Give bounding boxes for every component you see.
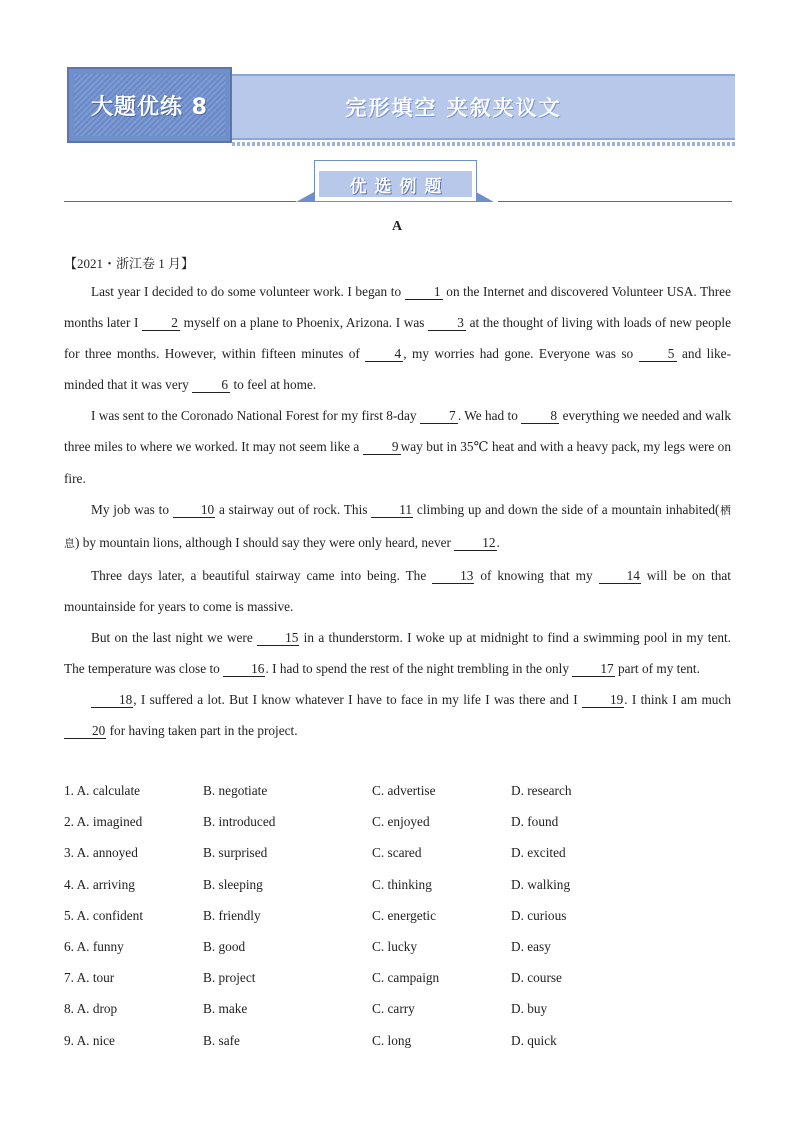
option-row (64, 775, 731, 806)
option-b[interactable]: B. sleeping (203, 876, 263, 892)
option-a[interactable]: 4. A. arriving (64, 876, 135, 892)
option-d[interactable]: D. walking (511, 876, 571, 892)
blank[interactable]: 2 (142, 315, 180, 331)
blank[interactable]: 15 (257, 630, 299, 646)
option-c[interactable]: C. energetic (372, 907, 436, 923)
option-row (64, 1025, 731, 1056)
option-row (64, 993, 731, 1024)
option-b[interactable]: B. safe (203, 1032, 240, 1048)
section-badge (296, 160, 498, 202)
option-b[interactable]: B. friendly (203, 907, 261, 923)
exam-source: 【2021・浙江卷 1 月】 (64, 256, 195, 271)
option-a[interactable]: 8. A. drop (64, 1001, 118, 1017)
paragraph-1: Last year I decided to do some volunteer work. I began to 1 on the Internet and discovered Volunteer USA. Three months later I 2 myself on a plane to Phoenix, Arizona. I was 3 at the thought of living with loads of new people for three months. However, within fifteen minutes of 4 , my worries had gone. Everyone was so 5 and like-minded that it was very 6 to feel at home. (64, 284, 732, 393)
option-d[interactable]: D. research (511, 783, 572, 798)
blank[interactable]: 19 (582, 692, 624, 708)
paragraph-3: My job was to 10 a stairway out of rock. This 11 climbing up and down the side of a mountain inhabited(栖息) by mountain lions, although I should say they were only heard, never 12. (64, 501, 731, 550)
option-b[interactable]: B. negotiate (203, 783, 268, 798)
option-d[interactable]: D. easy (511, 938, 551, 954)
blank[interactable]: 20 (64, 723, 106, 739)
option-c[interactable]: C. long (372, 1032, 412, 1048)
chinese-gloss: 栖息 (64, 504, 731, 550)
blank[interactable]: 14 (599, 568, 641, 584)
option-c[interactable]: C. lucky (372, 938, 418, 954)
blank[interactable]: 9 (363, 439, 401, 455)
option-a[interactable]: 1. A. calculate (64, 783, 141, 798)
option-a[interactable]: 2. A. imagined (64, 814, 143, 830)
blank[interactable]: 10 (173, 502, 215, 518)
option-d[interactable]: D. found (511, 814, 559, 830)
blank[interactable]: 11 (371, 502, 413, 518)
blank[interactable]: 17 (572, 661, 614, 677)
blank[interactable]: 6 (192, 377, 230, 393)
option-row (64, 869, 731, 900)
option-b[interactable]: B. make (203, 1001, 248, 1017)
option-b[interactable]: B. surprised (203, 845, 268, 861)
answer-options (64, 775, 731, 1056)
blank[interactable]: 8 (521, 408, 559, 424)
option-b[interactable]: B. good (203, 938, 246, 954)
part-title: A (391, 219, 403, 234)
header-banner (67, 67, 735, 143)
blank[interactable]: 13 (432, 568, 474, 584)
divider-left (64, 201, 296, 202)
option-c[interactable]: C. campaign (372, 970, 440, 986)
blank[interactable]: 7 (420, 408, 458, 424)
option-d[interactable]: D. excited (511, 845, 566, 861)
paragraph-2: I was sent to the Coronado National Forest for my first 8-day 7 . We had to 8 everything we needed and walk three miles to where we worked. It may not seem like a 9 way but in 35℃ heat and with a heavy pack, my legs were on fire. (64, 408, 731, 486)
option-row (64, 900, 731, 931)
option-a[interactable]: 7. A. tour (64, 970, 115, 986)
option-b[interactable]: B. project (203, 970, 256, 986)
option-d[interactable]: D. curious (511, 907, 567, 923)
topic-title: 完形填空 夹叙夹议文 (345, 96, 562, 120)
option-d[interactable]: D. course (511, 970, 562, 986)
paragraph-5: But on the last night we were 15 in a thunderstorm. I woke up at midnight to find a swimming pool in my tent. The temperature was close to 16. I had to spend the rest of the night trembling in the only 17 part of my tent. (64, 630, 731, 677)
banner-left-panel (67, 67, 232, 143)
option-c[interactable]: C. advertise (372, 783, 436, 798)
blank[interactable]: 4 (365, 346, 403, 362)
option-row (64, 837, 731, 868)
banner-right-panel (232, 74, 735, 140)
option-c[interactable]: C. scared (372, 845, 422, 861)
option-a[interactable]: 5. A. confident (64, 907, 144, 923)
blank[interactable]: 3 (428, 315, 466, 331)
option-row (64, 931, 731, 962)
option-a[interactable]: 9. A. nice (64, 1032, 115, 1048)
option-a[interactable]: 6. A. funny (64, 938, 124, 954)
blank[interactable]: 18 (91, 692, 133, 708)
option-d[interactable]: D. quick (511, 1032, 557, 1048)
option-b[interactable]: B. introduced (203, 814, 276, 830)
option-c[interactable]: C. carry (372, 1001, 415, 1017)
lesson-title: 大题优练 8 (91, 94, 208, 120)
blank[interactable]: 12 (454, 535, 496, 551)
section-label: 优选例题 (349, 176, 450, 197)
option-c[interactable]: C. thinking (372, 876, 432, 892)
divider-right (498, 201, 732, 202)
cloze-passage (64, 276, 731, 746)
option-row (64, 806, 731, 837)
blank[interactable]: 16 (223, 661, 265, 677)
option-a[interactable]: 3. A. annoyed (64, 845, 138, 861)
paragraph-4: Three days later, a beautiful stairway came into being. The 13 of knowing that my 14 will be on that mountainside for years to come is massive. (64, 567, 731, 614)
blank[interactable]: 5 (639, 346, 677, 362)
paragraph-6: 18, I suffered a lot. But I know whatever I have to face in my life I was there and I 19. I think I am much 20 for having taken part in the project. (64, 684, 731, 746)
option-c[interactable]: C. enjoyed (372, 814, 430, 830)
option-d[interactable]: D. buy (511, 1001, 548, 1017)
option-row (64, 962, 731, 993)
blank[interactable]: 1 (405, 284, 443, 300)
